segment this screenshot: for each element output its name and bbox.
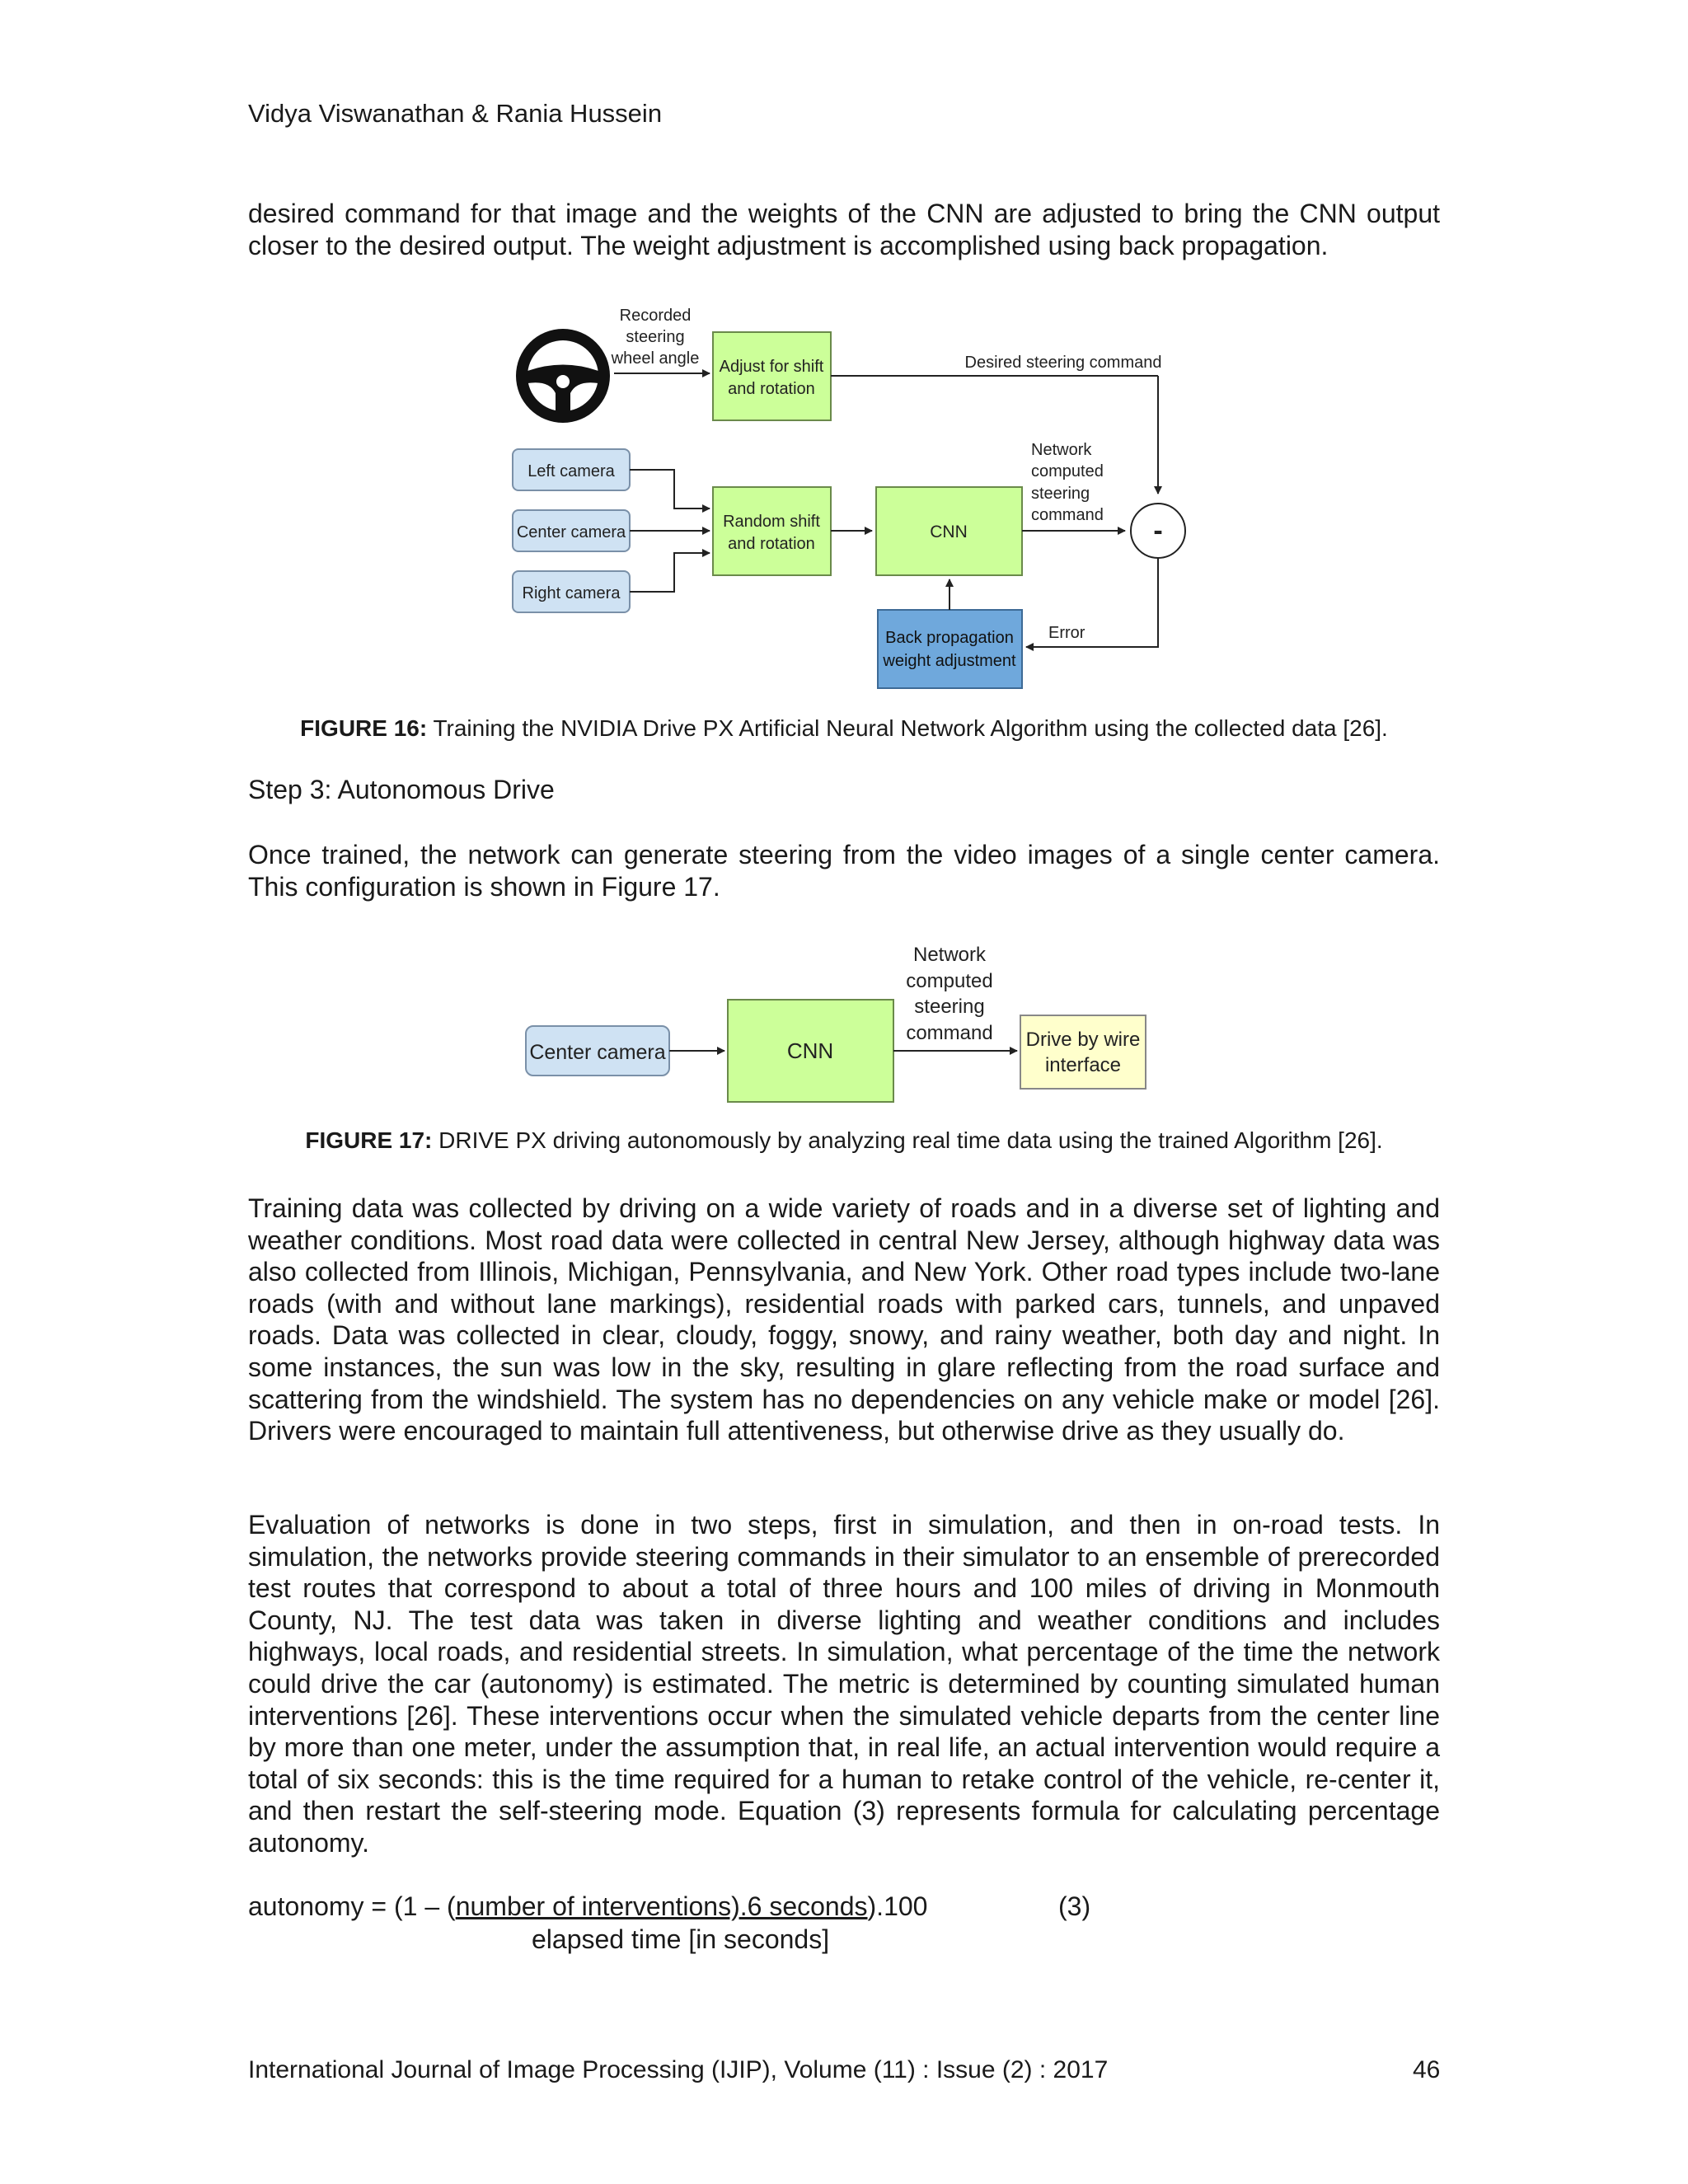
equation-number: (3): [1058, 1891, 1091, 1921]
label-network-computed-2: computed: [1031, 462, 1104, 480]
steering-wheel-icon: [516, 329, 610, 423]
adjust-box-line-2: and rotation: [728, 380, 815, 398]
label-recorded-3: wheel angle: [611, 349, 700, 368]
adjust-box-line-1: Adjust for shift: [719, 358, 824, 376]
label-network-computed-1: Network: [1031, 441, 1092, 459]
label-network-computed-3: steering: [1031, 485, 1090, 503]
label-desired-steering: Desired steering command: [964, 354, 1162, 372]
fig17-network-3: steering: [914, 996, 985, 1018]
figure-16-caption: [0, 715, 1688, 742]
backprop-line-2: weight adjustment: [883, 652, 1016, 670]
equation-denominator: elapsed time [in seconds]: [532, 1924, 830, 1954]
fig17-network-2: computed: [906, 970, 993, 992]
equation-autonomy: [248, 1891, 927, 1922]
fig17-network-4: command: [906, 1022, 993, 1044]
backprop-line-1: Back propagation: [885, 629, 1014, 647]
figure-16-diagram: [511, 301, 1195, 696]
left-camera-label: Left camera: [528, 462, 615, 480]
paragraph-evaluation: Evaluation of networks is done in two steps, first in simulation, and then in on-road tests. In simulation, the networks provide steering commands in their simulator to an ensemble of prerecorded test routes that correspond to about a total of three hours and 100 miles of driving in Monmouth County, NJ. The test data was taken in diverse lighting and weather conditions and includes highways, local roads, and residential streets. In simulation, what percentage of the time the network could drive the car (autonomy) is estimated. The metric is determined by counting simulated human interventions [26]. These interventions occur when the simulated vehicle departs from the center line by more than one meter, under the assumption that, in real life, an actual intervention would require a total of six seconds: this is the time required for a human to retake control of the vehicle, re-center it, and then restart the self-steering mode. Equation (3) represents formula for calculating percentage autonomy.: [248, 1510, 1440, 1858]
figure-16-caption-label: FIGURE 16:: [300, 715, 428, 741]
equation-lhs: autonomy = (1 – (: [248, 1891, 456, 1921]
paragraph-once-trained: Once trained, the network can generate steering from the video images of a single center camera. This configuration is shown in Figure 17.: [248, 840, 1440, 902]
label-error: Error: [1048, 624, 1085, 642]
equation-rhs: ).100: [867, 1891, 928, 1921]
paragraph-intro: desired command for that image and the weights of the CNN are adjusted to bring the CNN output closer to the desired output. The weight adjustment is accomplished using back propagation.: [248, 199, 1440, 260]
adjust-shift-rotation-box: [713, 332, 831, 420]
drive-by-wire-line-1: Drive by wire: [1025, 1029, 1141, 1051]
figure-17-caption: [0, 1127, 1688, 1154]
figure-16-caption-text: Training the NVIDIA Drive PX Artificial Neural Network Algorithm using the collected data [26].: [427, 715, 1388, 741]
drive-by-wire-line-2: interface: [1044, 1054, 1122, 1076]
drive-by-wire-box: [1020, 1015, 1146, 1089]
label-recorded-1: Recorded: [619, 307, 692, 325]
paragraph-training-data: Training data was collected by driving on a wide variety of roads and in a diverse set of lighting and weather conditions. Most road data were collected in central New Jersey, although highway data was also collected from Illinois, Michigan, Pennsylvania, and New York. Other road types include two-lane roads (with and without lane markings), residential roads with parked cars, tunnels, and unpaved roads. Data was collected in clear, cloudy, foggy, snowy, and rainy weather, both day and night. In some instances, the sun was low in the sky, resulting in glare reflecting from the road surface and scattering from the windshield. The system has no dependencies on any vehicle make or model [26]. Drivers were encouraged to maintain full attentiveness, but otherwise drive as they usually do.: [248, 1193, 1440, 1446]
label-recorded-2: steering: [626, 328, 685, 346]
journal-footer: International Journal of Image Processing (IJIP), Volume (11) : Issue (2) : 2017: [248, 2056, 1109, 2083]
figure-17-diagram: [519, 935, 1154, 1108]
center-camera-label-fig17: Center camera: [529, 1041, 666, 1064]
center-camera-label: Center camera: [516, 523, 626, 541]
random-box-line-1: Random shift: [723, 513, 820, 531]
cnn-label: CNN: [930, 523, 968, 541]
step-3-heading: Step 3: Autonomous Drive: [248, 775, 555, 804]
fig17-network-1: Network: [912, 944, 987, 966]
subtract-symbol: -: [1153, 515, 1163, 546]
back-propagation-box: [878, 610, 1022, 688]
equation-numerator: number of interventions).6 seconds: [455, 1891, 868, 1921]
random-box-line-2: and rotation: [728, 535, 815, 553]
figure-17-caption-text: DRIVE PX driving autonomously by analyzing real time data using the trained Algorithm [26].: [432, 1127, 1383, 1153]
random-shift-rotation-box: [713, 487, 831, 575]
page-number: 46: [1413, 2056, 1441, 2083]
cnn-label-fig17: CNN: [786, 1038, 834, 1063]
running-header: Vidya Viswanathan & Rania Hussein: [248, 99, 663, 128]
right-camera-label: Right camera: [522, 584, 621, 602]
figure-17-caption-label: FIGURE 17:: [305, 1127, 433, 1153]
label-network-computed-4: command: [1031, 506, 1104, 524]
